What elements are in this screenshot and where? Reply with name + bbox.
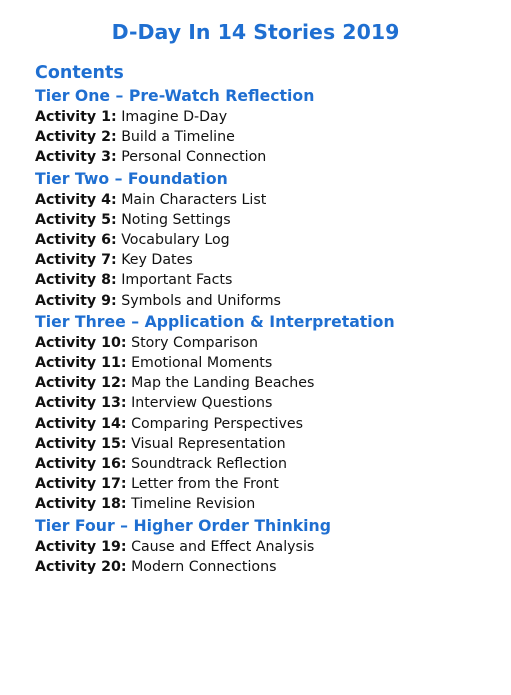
activity-label: Activity 13: <box>35 395 127 412</box>
tier-three-section <box>35 311 499 515</box>
activity-text: Story Comparison <box>131 334 258 351</box>
activity-label: Activity 18: <box>35 496 127 513</box>
tier-four-title: Tier Four – Higher Order Thinking <box>35 515 331 535</box>
tier-two-title: Tier Two – Foundation <box>35 168 228 188</box>
activity-text: Build a Timeline <box>121 129 235 146</box>
activity-label: Activity 16: <box>35 456 127 473</box>
activity-label: Activity 19: <box>35 538 127 555</box>
activity-label: Activity 12: <box>35 375 127 392</box>
activity-label: Activity 4: <box>35 191 117 208</box>
tier-one-section <box>35 85 499 168</box>
activity-item <box>35 147 499 167</box>
activity-text: Cause and Effect Analysis <box>131 538 315 555</box>
tier-two-section <box>35 168 499 311</box>
activity-text: Letter from the Front <box>131 476 279 493</box>
activity-text: Comparing Perspectives <box>131 415 304 432</box>
activity-label: Activity 8: <box>35 272 117 289</box>
activity-item <box>35 250 499 270</box>
activity-text: Emotional Moments <box>131 355 273 372</box>
activity-item <box>35 373 499 393</box>
activity-item <box>35 494 499 514</box>
activity-text: Timeline Revision <box>131 496 256 513</box>
activity-text: Vocabulary Log <box>121 232 230 249</box>
document-title: D-Day In 14 Stories 2019 <box>111 20 400 44</box>
activity-item <box>35 434 499 454</box>
activity-item <box>35 474 499 494</box>
activity-text: Imagine D-Day <box>121 109 228 125</box>
activity-text: Personal Connection <box>121 149 267 166</box>
activity-label: Activity 20: <box>35 558 127 575</box>
activity-label: Activity 17: <box>35 476 127 493</box>
activity-label: Activity 10: <box>35 334 127 351</box>
activity-item <box>35 107 499 127</box>
activity-text: Noting Settings <box>121 211 231 228</box>
activity-item <box>35 414 499 434</box>
activity-item <box>35 230 499 250</box>
activity-item <box>35 537 499 557</box>
activity-item <box>35 270 499 290</box>
tier-three-title: Tier Three – Application & Interpretation <box>35 311 395 331</box>
table-of-contents <box>35 61 499 577</box>
activity-item <box>35 190 499 210</box>
activity-item <box>35 353 499 373</box>
activity-label: Activity 1: <box>35 109 117 125</box>
activity-item <box>35 127 499 147</box>
activity-item <box>35 393 499 413</box>
contents-heading: Contents <box>35 63 124 83</box>
activity-item <box>35 333 499 353</box>
activity-text: Modern Connections <box>131 558 277 575</box>
activity-label: Activity 11: <box>35 355 127 372</box>
activity-text: Map the Landing Beaches <box>131 375 315 392</box>
activity-text: Important Facts <box>121 272 233 289</box>
activity-item <box>35 210 499 230</box>
activity-text: Visual Representation <box>131 435 286 452</box>
activity-label: Activity 6: <box>35 232 117 249</box>
activity-label: Activity 9: <box>35 292 117 309</box>
activity-text: Interview Questions <box>131 395 273 412</box>
activity-item <box>35 454 499 474</box>
activity-item <box>35 291 499 311</box>
activity-label: Activity 14: <box>35 415 127 432</box>
tier-four-section <box>35 515 499 577</box>
activity-text: Soundtrack Reflection <box>131 456 287 473</box>
tier-one-title: Tier One – Pre-Watch Reflection <box>35 86 315 105</box>
activity-label: Activity 3: <box>35 149 117 166</box>
activity-label: Activity 15: <box>35 435 127 452</box>
activity-label: Activity 7: <box>35 252 117 269</box>
activity-text: Symbols and Uniforms <box>121 292 281 309</box>
activity-label: Activity 5: <box>35 211 117 228</box>
activity-label: Activity 2: <box>35 129 117 146</box>
activity-text: Main Characters List <box>121 191 267 208</box>
activity-text: Key Dates <box>121 252 193 269</box>
activity-item <box>35 557 499 577</box>
